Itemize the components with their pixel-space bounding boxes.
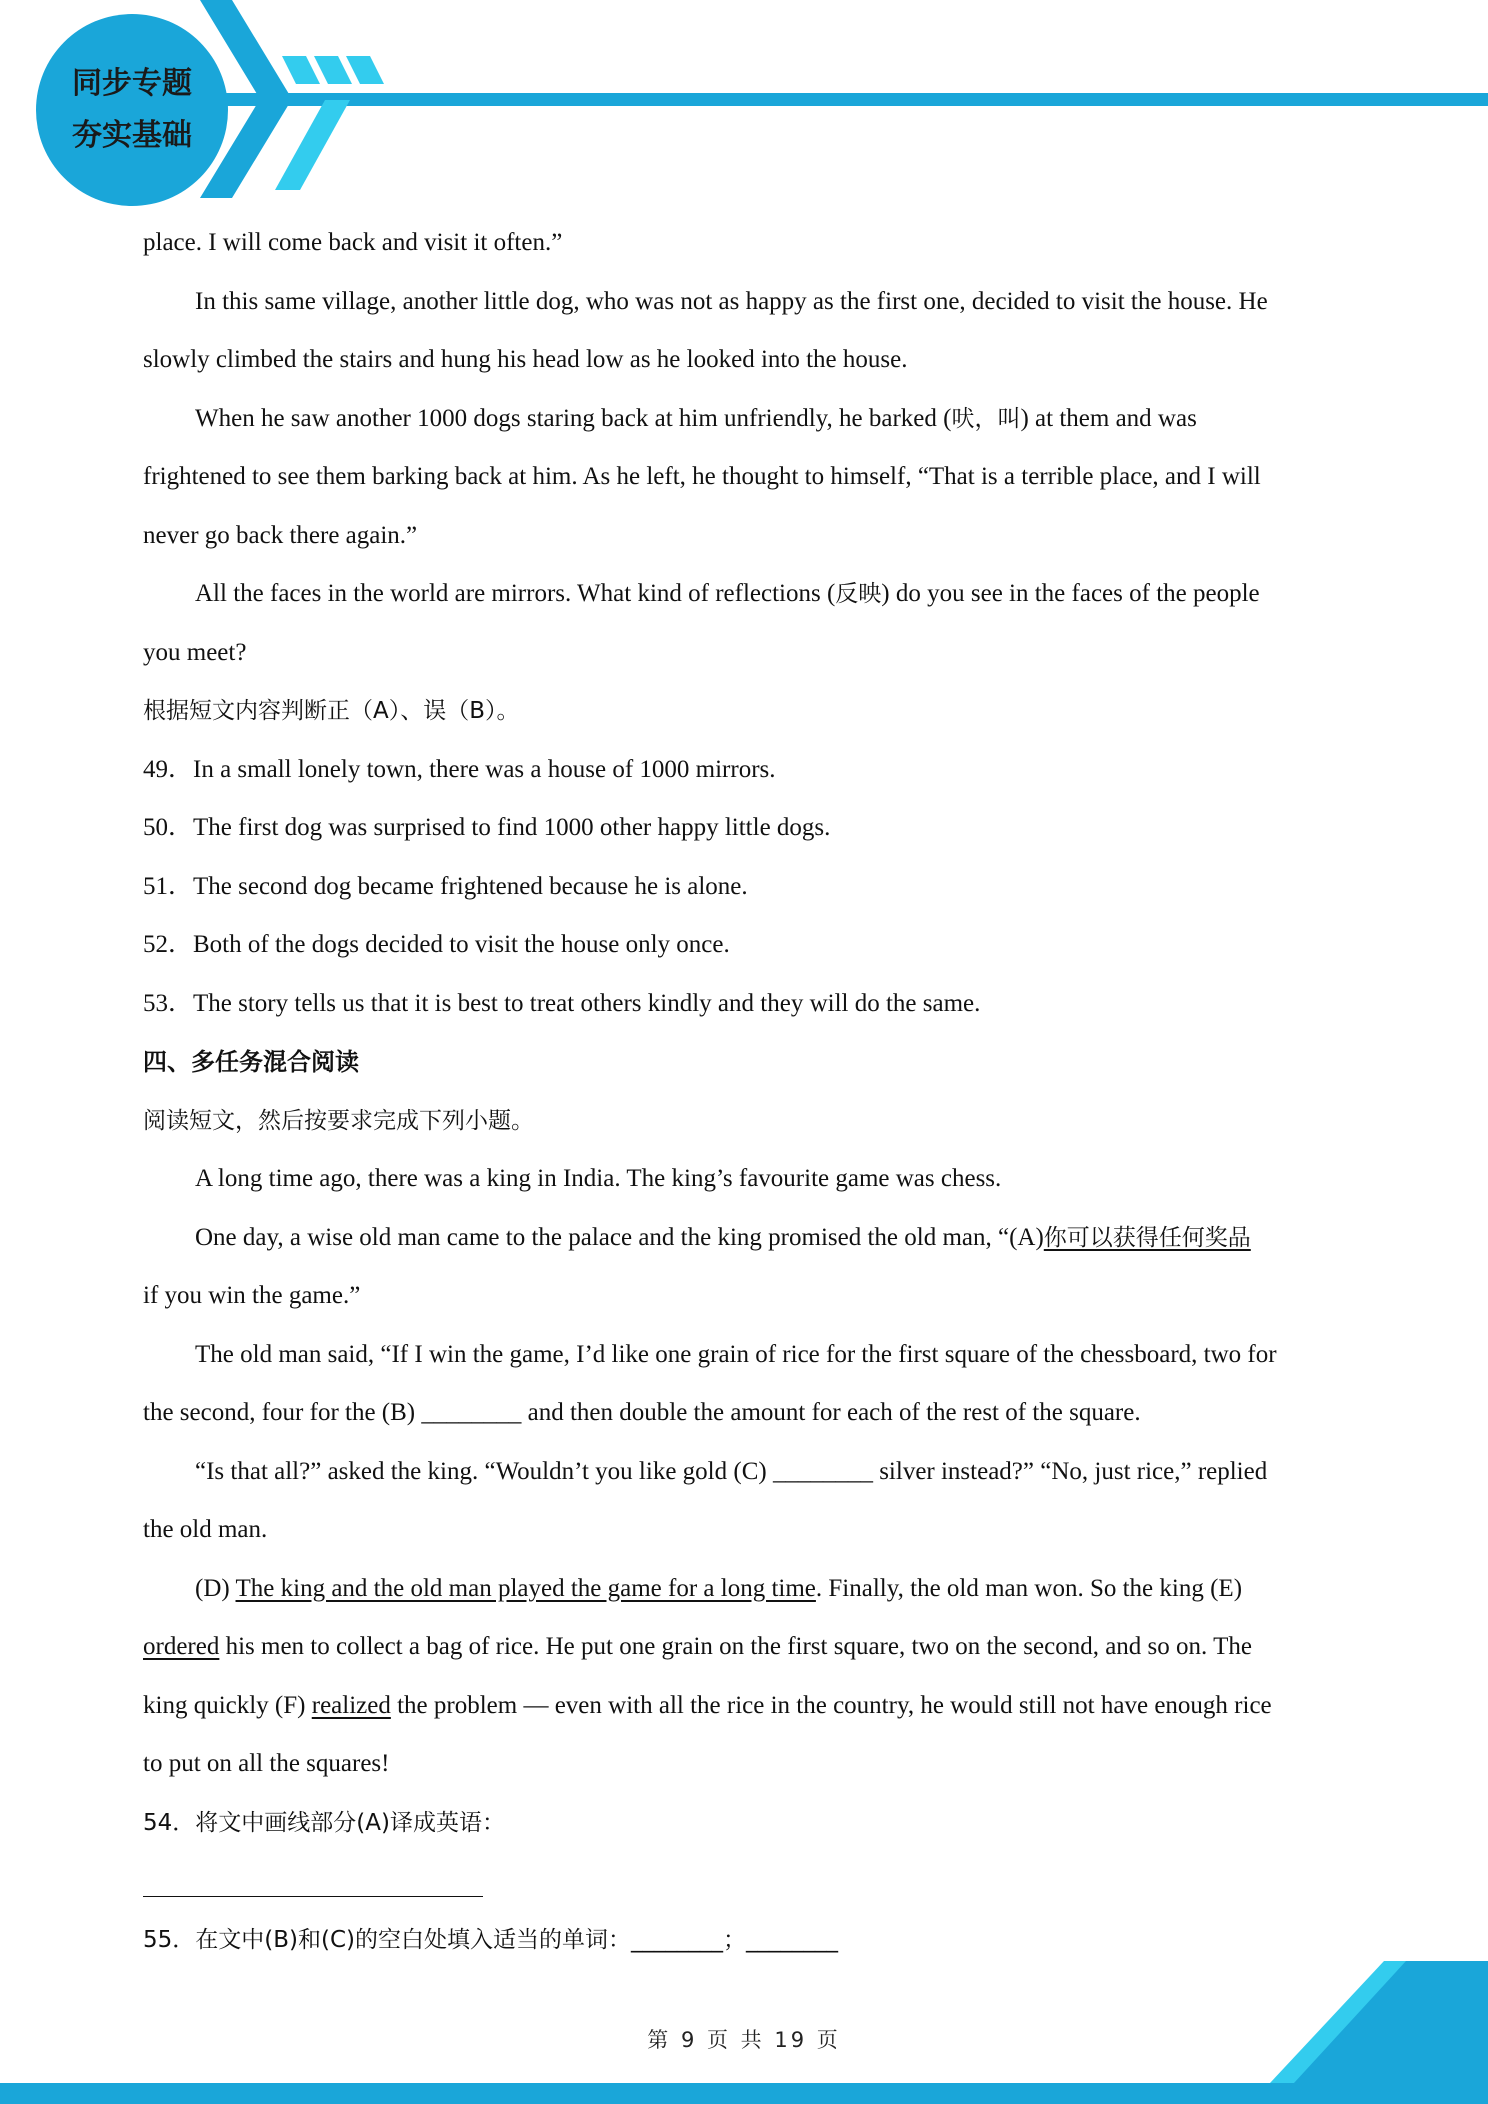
text-line: you meet? <box>143 638 247 666</box>
text-line: if you win the game.” <box>143 1282 361 1309</box>
instruction: 根据短文内容判断正（A）、误（B）。 <box>143 698 520 724</box>
text-segment: . Finally, the old man won. So the king (E) <box>815 1574 1243 1602</box>
instruction: 阅读短文，然后按要求完成下列小题。 <box>143 1107 534 1134</box>
underlined-text-d: The king and the old man played the game for a long time <box>235 1574 816 1602</box>
badge-line-1: 同步专题 <box>72 66 192 101</box>
text-segment: When he saw another 1000 dogs staring back at him unfriendly, he barked ( <box>195 404 952 432</box>
question-53: 53．The story tells us that it is best to treat others kindly and they will do the same. <box>143 989 981 1017</box>
text-line: the old man. <box>143 1516 268 1543</box>
text-line <box>143 1622 1343 1681</box>
text-segment: One day, a wise old man came to the palace and the king promised the old man, “(A) <box>195 1223 1044 1251</box>
text-line <box>143 394 1343 453</box>
text-line: frightened to see them barking back at him. As he left, he thought to himself, “That is a terrible place, and I will <box>143 463 1261 490</box>
text-segment: 反映 <box>835 581 882 607</box>
text-line: slowly climbed the stairs and hung his head low as he looked into the house. <box>143 346 908 373</box>
page-number: 第 9 页 共 19 页 <box>647 2028 841 2052</box>
text-line: never go back there again.” <box>143 521 418 549</box>
question-50: 50．The first dog was surprised to find 1000 other happy little dogs. <box>143 814 831 841</box>
text-line: A long time ago, there was a king in India. The king’s favourite game was chess. <box>195 1165 1002 1192</box>
text-segment: ) at them and was <box>1020 404 1197 432</box>
question-51: 51．The second dog became frightened because he is alone. <box>143 872 748 900</box>
text-line <box>143 569 1343 628</box>
question-55: 55．在文中(B)和(C)的空白处填入适当的单词：________；________ <box>143 1926 838 1953</box>
underlined-text-e: ordered <box>143 1633 220 1660</box>
document-body <box>143 218 1343 1973</box>
text-segment: his men to collect a bag of rice. He put one grain on the first square, two on the second, and so on. The <box>219 1633 1252 1660</box>
text-segment: ) do you see in the faces of the people <box>881 580 1260 607</box>
question-52: 52．Both of the dogs decided to visit the house only once. <box>143 931 730 958</box>
text-line <box>143 1213 1343 1272</box>
text-line <box>143 1681 1343 1740</box>
underlined-text-a: 你可以获得任何奖品 <box>1043 1224 1251 1251</box>
question-49: 49．In a small lonely town, there was a house of 1000 mirrors. <box>143 755 776 783</box>
text-line: the second, four for the (B) ________ and then double the amount for each of the rest of the square. <box>143 1399 1141 1426</box>
section-heading: 四、多任务混合阅读 <box>143 1048 359 1076</box>
text-line <box>143 1564 1343 1623</box>
text-line: In this same village, another little dog, who was not as happy as the first one, decided to visit the house. He <box>195 287 1268 315</box>
badge-line-2: 夯实基础 <box>72 118 192 153</box>
text-segment: All the faces in the world are mirrors. What kind of reflections ( <box>195 580 836 607</box>
text-line: to put on all the squares! <box>143 1750 390 1777</box>
text-line: place. I will come back and visit it often.” <box>143 229 563 256</box>
text-segment: the problem — even with all the rice in the country, he would still not have enough rice <box>390 1691 1272 1719</box>
answer-line-54 <box>143 1856 1343 1915</box>
text-segment: (D) <box>195 1574 236 1602</box>
text-line: “Is that all?” asked the king. “Wouldn’t you like gold (C) ________ silver instead?” “No, just rice,” replied <box>195 1457 1268 1485</box>
question-54: 54．将文中画线部分(A)译成英语： <box>143 1809 505 1836</box>
underlined-text-f: realized <box>311 1691 391 1719</box>
text-segment: 吠，叫 <box>951 405 1021 432</box>
badge <box>36 14 228 206</box>
text-segment: king quickly (F) <box>143 1691 312 1719</box>
answer-blank <box>143 1856 483 1897</box>
text-line: The old man said, “If I win the game, I’d like one grain of rice for the first square of the chessboard, two for <box>195 1340 1277 1368</box>
